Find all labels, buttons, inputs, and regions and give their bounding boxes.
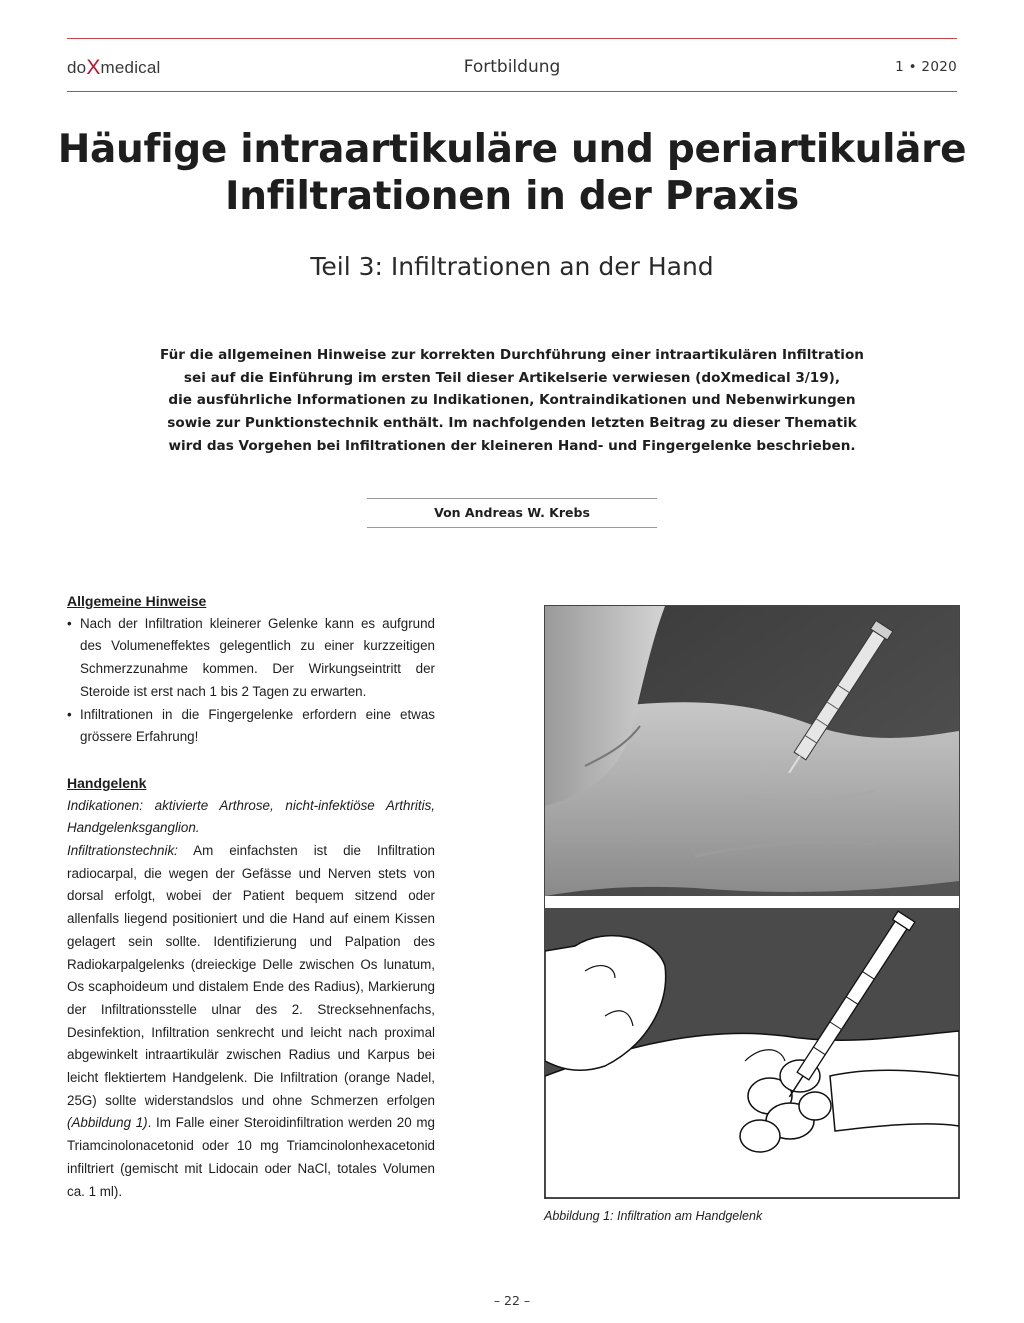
byline-bottom-rule bbox=[367, 527, 657, 528]
technique-label: Infiltrationstechnik: bbox=[67, 843, 178, 859]
figure-reference: (Abbildung 1) bbox=[67, 1115, 148, 1131]
lead-line: sei auf die Einführung im ersten Teil dieser Artikelserie verwiesen (doXmedical 3/19), bbox=[183, 369, 841, 386]
header-bottom-rule bbox=[67, 91, 957, 92]
figure-caption: Abbildung 1: Infiltration am Handgelenk bbox=[544, 1209, 763, 1223]
wrist-infiltration-image bbox=[545, 606, 959, 1198]
technique-paragraph bbox=[67, 840, 435, 1203]
title-line-2: Infiltrationen in der Praxis bbox=[225, 174, 799, 219]
title-line-1: Häufige intraartikuläre und periartikuläre bbox=[57, 127, 967, 172]
technique-text: Am einfachsten ist die Infiltration radiocarpal, die wegen der Gefässe und Nerven stets von dorsal erfolgt, wobei der Patient bequem sitzend oder allenfalls liegend positioniert und die Hand auf einem Kissen gelagert sein sollte. Identifizierung und Palpation des Radiokarpalgelenks (dreieckige Delle zwischen Os lunatum, Os scaphoideum und distalem Ende des Radius), Markierung der Infiltrationsstelle ulnar des 2. Strecksehnenfachs, Desinfektion, Infiltration senkrecht und leicht nach proximal abgewinkelt intraartikulär zwischen Radius und Karpus bei leicht flektiertem Handgelenk. Die Infiltration (orange Nadel, 25G) sollte widerstandslos und ohne Schmerzen erfolgen bbox=[67, 843, 435, 1108]
author-byline: Von Andreas W. Krebs bbox=[434, 505, 590, 520]
figure-wrist-infiltration bbox=[544, 605, 960, 1199]
page-number: – 22 – bbox=[493, 1293, 531, 1308]
lead-line: die ausführliche Informationen zu Indikationen, Kontraindikationen und Nebenwirkungen bbox=[168, 392, 856, 409]
lead-paragraph bbox=[150, 344, 874, 458]
list-item: • Nach der Infiltration kleinerer Gelenke kann es aufgrund des Volumeneffektes gelegentlich zu einer kurzzeitigen Schmerzzunahme kommen. Der Wirkungseintritt der Steroide ist erst nach 1 bis 2 Tagen zu erwarten. bbox=[67, 613, 435, 704]
indications-text: Indikationen: aktivierte Arthrose, nicht-infektiöse Arthritis, Handgelenksganglion. bbox=[67, 797, 435, 836]
list-item: • Infiltrationen in die Fingergelenke erfordern eine etwas grössere Erfahrung! bbox=[67, 704, 435, 749]
body-column bbox=[67, 590, 435, 1203]
technique-text-end: . Im Falle einer Steroidinfiltration werden 20 mg Triamcinolonacetonid oder 10 mg Triamcinolonhexacetonid infiltriert (gemischt mit Lidocain oder NaCl, totales Volumen ca. 1 ml). bbox=[67, 1115, 435, 1199]
header-top-rule bbox=[67, 38, 957, 39]
heading-general-notes: Allgemeine Hinweise bbox=[67, 593, 207, 609]
byline-top-rule bbox=[367, 498, 657, 499]
article-title bbox=[40, 126, 984, 220]
heading-wrist: Handgelenk bbox=[67, 774, 147, 791]
general-notes-list bbox=[67, 613, 435, 749]
section-label: Fortbildung bbox=[463, 57, 561, 77]
lead-line: wird das Vorgehen bei Infiltrationen der kleineren Hand- und Fingergelenke beschrieben. bbox=[168, 437, 856, 454]
lead-line: sowie zur Punktionstechnik enthält. Im nachfolgenden letzten Beitrag zu dieser Thematik bbox=[167, 415, 857, 432]
article-subtitle: Teil 3: Infiltrationen an der Hand bbox=[310, 252, 714, 281]
doxmedical-logo: doXmedical bbox=[67, 56, 161, 79]
lead-line: Für die allgemeinen Hinweise zur korrekten Durchführung einer intraartikulären Infiltration bbox=[160, 347, 864, 363]
issue-number: 1 • 2020 bbox=[895, 59, 957, 75]
